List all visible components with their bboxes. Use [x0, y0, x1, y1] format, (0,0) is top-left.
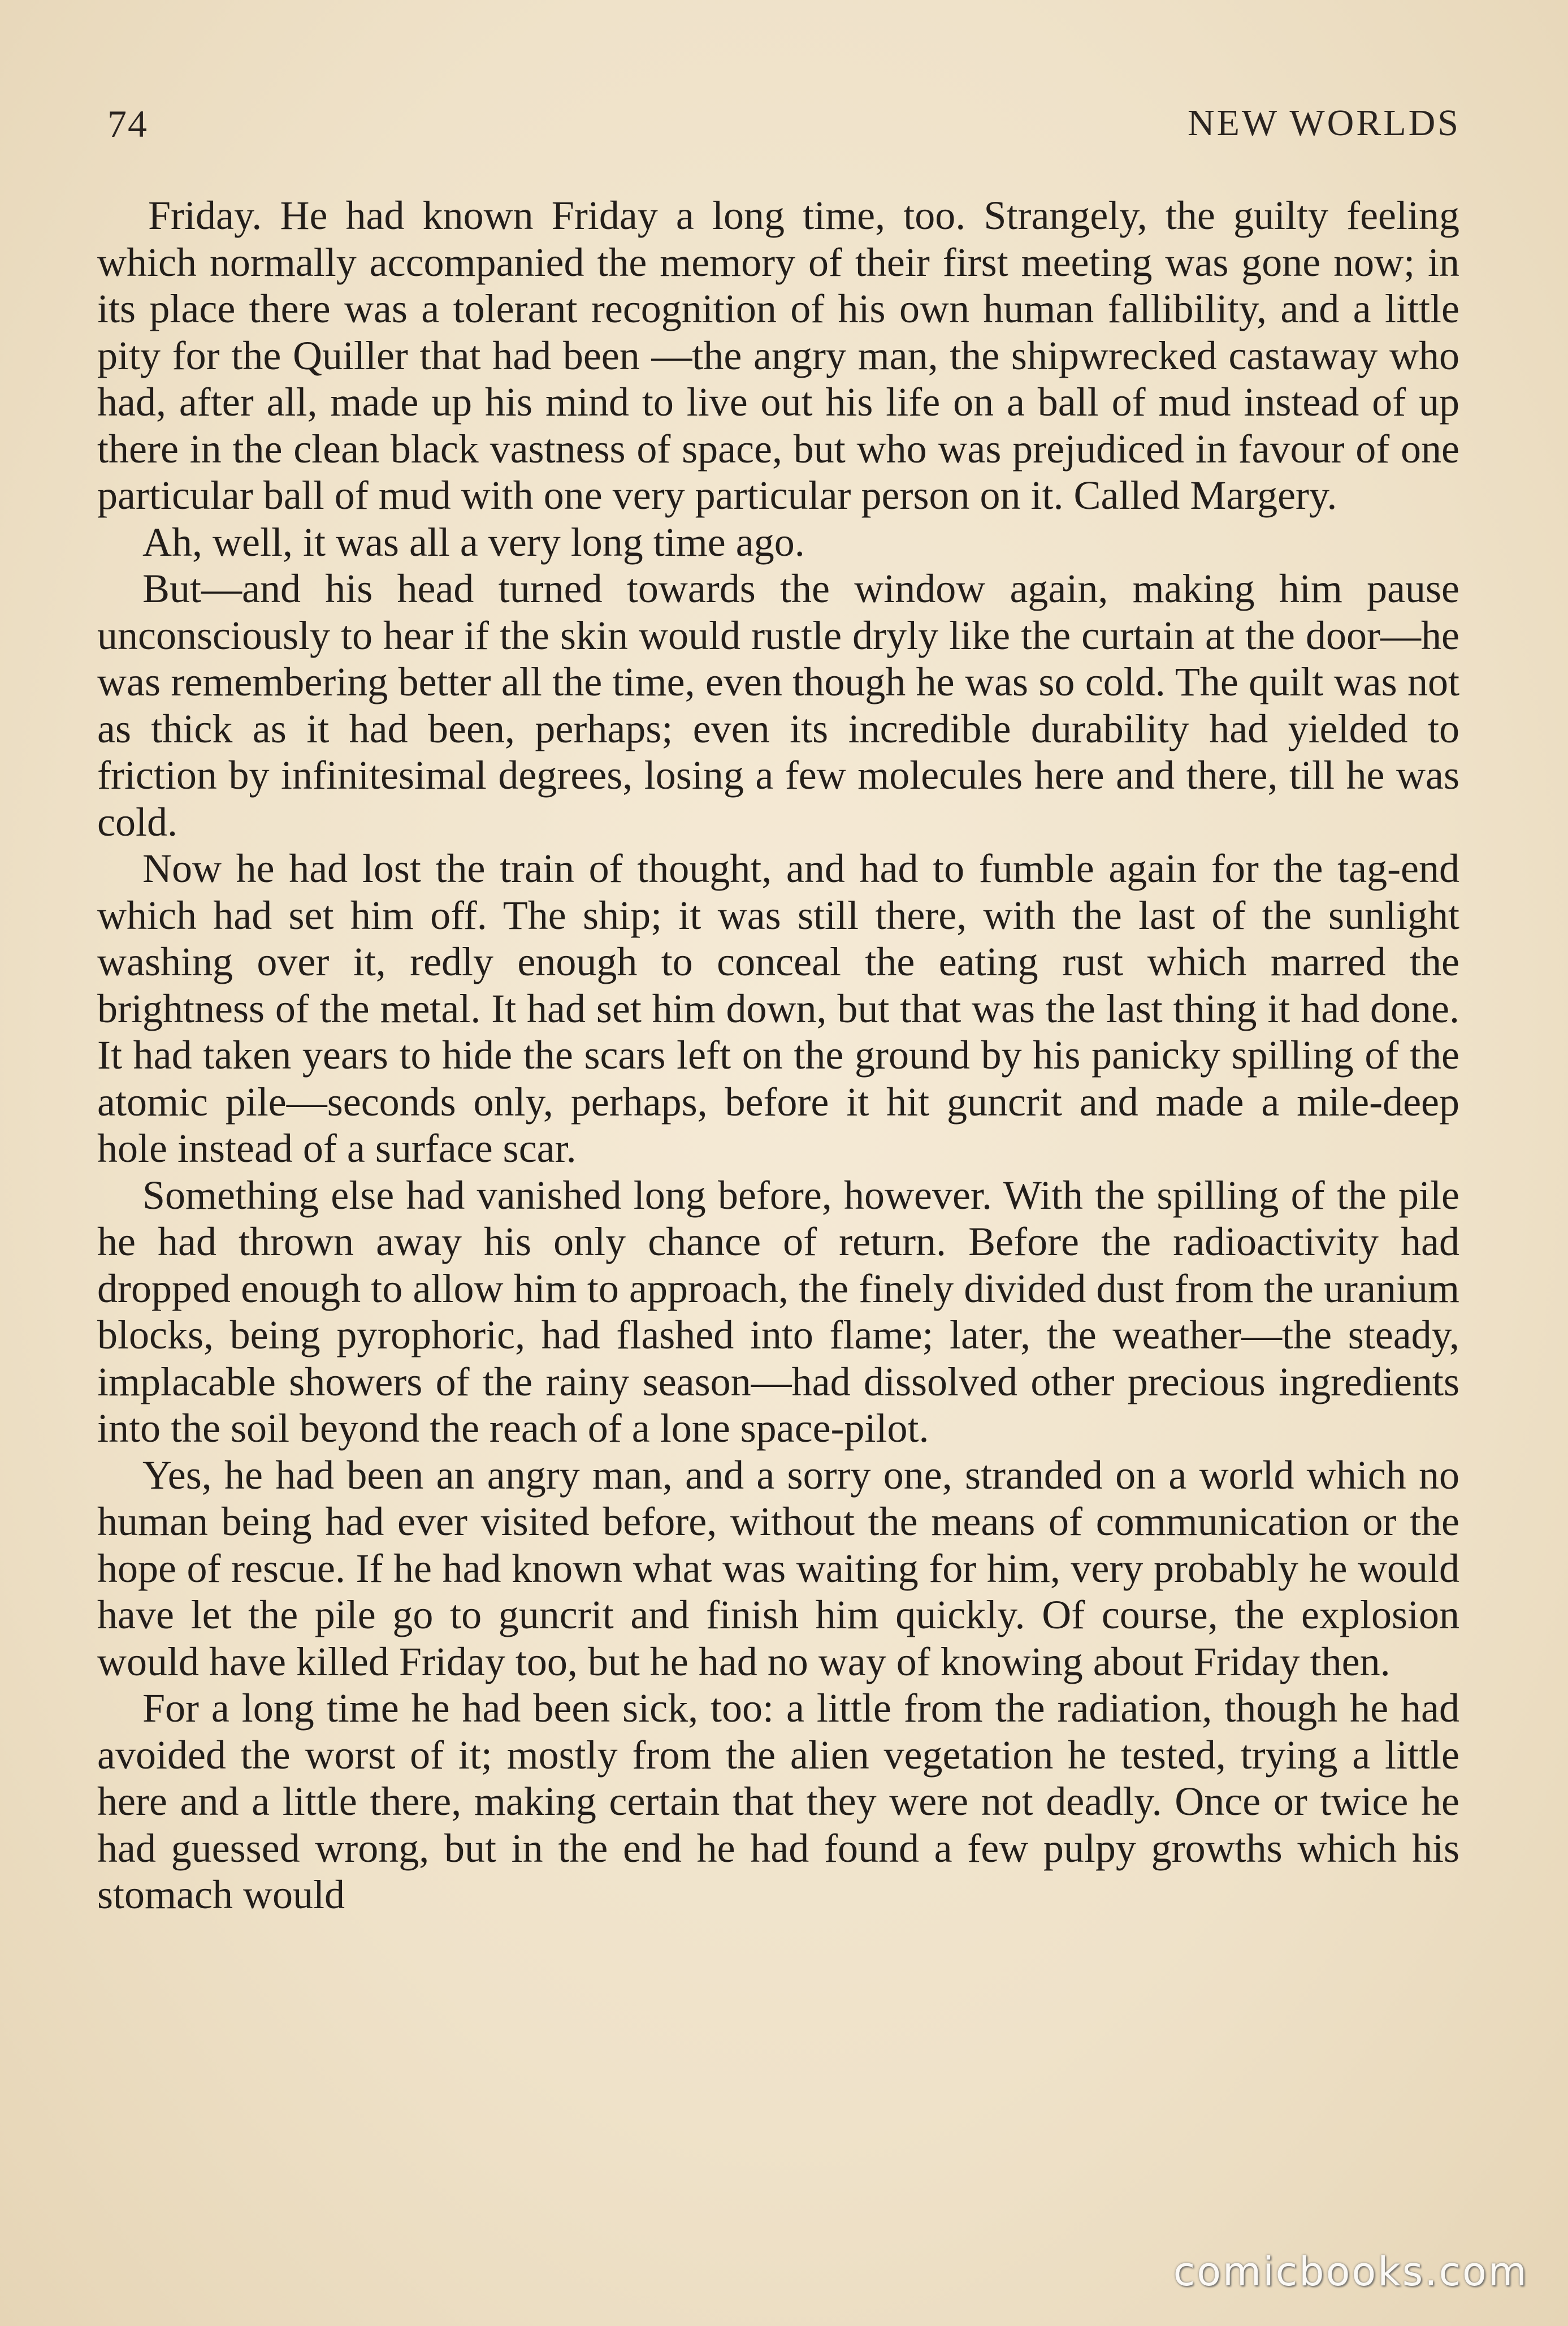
- page-number: 74: [107, 102, 148, 145]
- running-head: NEW WORLDS: [1187, 102, 1461, 144]
- paragraph: Now he had lost the train of thought, and had to fumble again for the tag-end which had set him off. The ship; it was still there, with the last of the sunlight washing over it, redly enough to conceal the eating rust which marred the brightness of the metal. It had set him down, but that was the last thing it had done. It had taken years to hide the scars left on the ground by his panicky spilling of the atomic pile—seconds only, perhaps, before it hit guncrit and made a mile-deep hole instead of a surface scar.: [97, 846, 1459, 1171]
- paragraph: But—and his head turned towards the window again, making him pause unconsciously to hear if the skin would rustle dryly like the curtain at the door—he was remembering better all the time, even though he was so cold. The quilt was not as thick as it had been, perhaps; even its incredible durability had yielded to friction by infinitesimal degrees, losing a few molecules here and there, till he was cold.: [97, 566, 1459, 845]
- paragraph: Something else had vanished long before, however. With the spilling of the pile he had thrown away his only chance of return. Before the radioactivity had dropped enough to allow him to approach, the finely divided dust from the uranium blocks, being pyrophoric, had flashed into flame; later, the weather—the steady, implacable showers of the rainy season—had dissolved other precious ingredients into the soil beyond the reach of a lone space-pilot.: [97, 1172, 1459, 1451]
- paragraph: For a long time he had been sick, too: a little from the radiation, though he had avoided the worst of it; mostly from the alien vegetation he tested, trying a little here and a little there, making certain that they were not deadly. Once or twice he had guessed wrong, but in the end he had found a few pulpy growths which his stomach would: [97, 1685, 1459, 1917]
- paragraph: Ah, well, it was all a very long time ago.: [142, 519, 805, 565]
- paragraph: Yes, he had been an angry man, and a sorry one, stranded on a world which no human being had ever visited before, without the means of communication or the hope of rescue. If he had known what was waiting for him, very probably he would have let the pile go to guncrit and finish him quickly. Of course, the explosion would have killed Friday too, but he had no way of knowing about Friday then.: [97, 1452, 1459, 1684]
- watermark: comicbooks.com: [1173, 2249, 1528, 2295]
- body-text: [97, 192, 1459, 1918]
- page-header: [107, 102, 1461, 164]
- paragraph: Friday. He had known Friday a long time, too. Strangely, the guilty feeling which normally accompanied the memory of their first meeting was gone now; in its place there was a tolerant recognition of his own human fallibility, and a little pity for the Quiller that had been —the angry man, the shipwrecked castaway who had, after all, made up his mind to live out his life on a ball of mud instead of up there in the clean black vastness of space, but who was prejudiced in favour of one particular ball of mud with one very particular person on it. Called Margery.: [97, 193, 1459, 518]
